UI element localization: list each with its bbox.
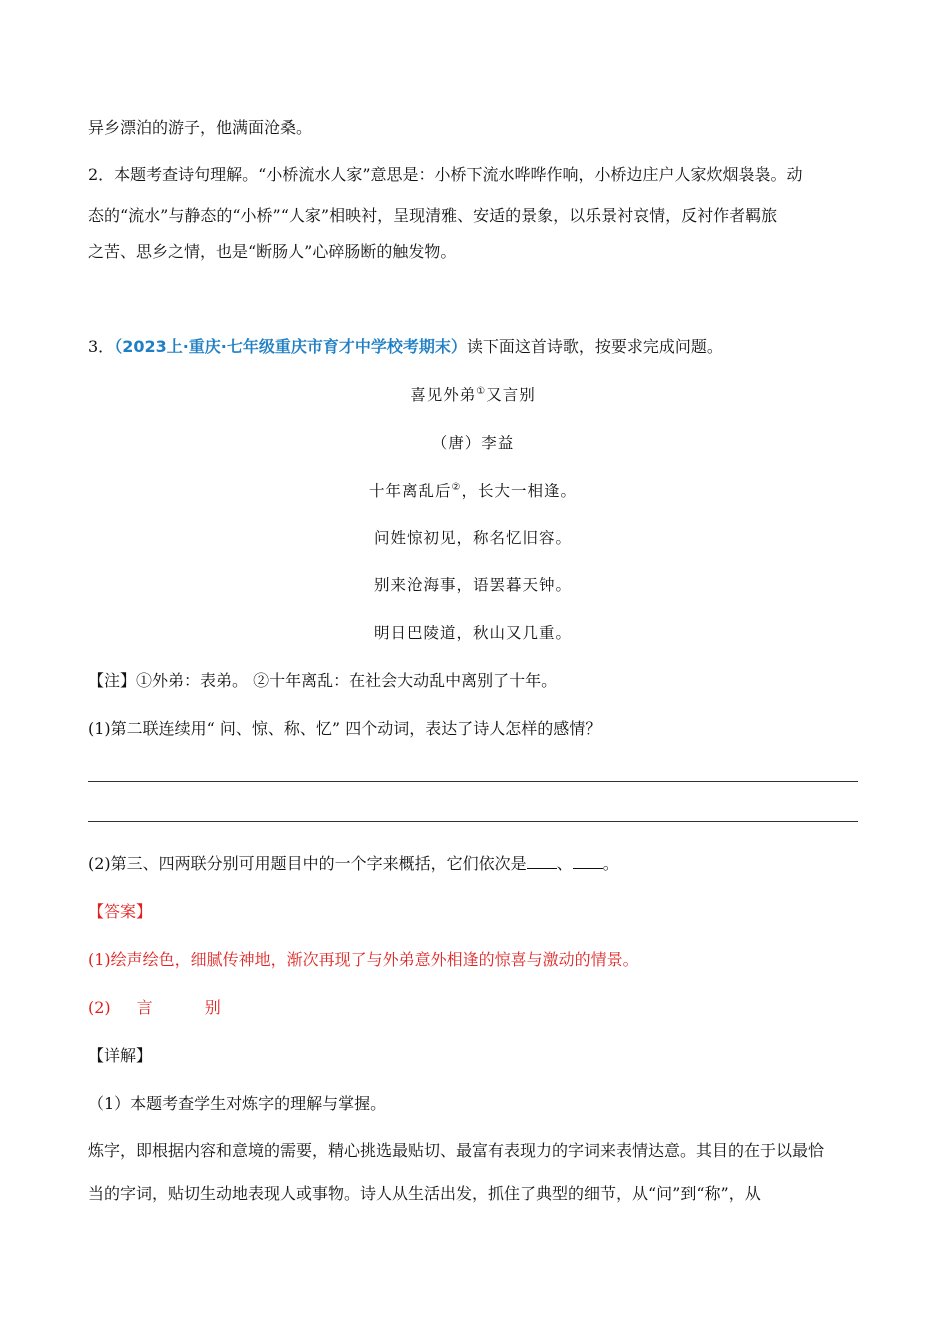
detail-line-2: 当的字词，贴切生动地表现人或事物。诗人从生活出发，抓住了典型的细节，从“问”到“称”，从 bbox=[88, 1184, 761, 1203]
question-3-header bbox=[88, 336, 858, 358]
answer-line-2 bbox=[88, 821, 858, 822]
detail-1: （1）本题考查学生对炼字的理解与掌握。 bbox=[88, 1094, 387, 1113]
poem-line-3: 别来沧海事，语罢暮天钟。 bbox=[373, 576, 572, 594]
item2-line-2: 态的“流水”与静态的“小桥”“人家”相映衬，呈现清雅、安适的景象，以乐景衬哀情，反衬作者羁旅 bbox=[88, 206, 778, 225]
question-source[interactable]: （2023上·重庆·七年级重庆市育才中学校考期末） bbox=[114, 337, 467, 356]
question-instruction: 读下面这首诗歌，按要求完成问题。 bbox=[466, 337, 723, 356]
poem-title: 喜见外弟①又言别 bbox=[410, 385, 536, 404]
sub-question-1: (1)第二联连续用“ 问、惊、称、忆” 四个动词，表达了诗人怎样的感情？ bbox=[88, 719, 602, 738]
answer-2: (2) 言 别 bbox=[88, 998, 221, 1017]
answer-1: (1)绘声绘色，细腻传神地，渐次再现了与外弟意外相逢的惊喜与激动的情景。 bbox=[88, 950, 639, 969]
footnote-marker-2: ② bbox=[451, 481, 462, 493]
poem-line-2: 问姓惊初见，称名忆旧容。 bbox=[373, 529, 572, 547]
item2-line-3: 之苦、思乡之情，也是“断肠人”心碎肠断的触发物。 bbox=[88, 242, 457, 261]
question-number: 3． bbox=[88, 337, 115, 356]
footnote-marker-1: ① bbox=[476, 385, 487, 397]
poem-line-4: 明日巴陵道，秋山又几重。 bbox=[373, 624, 572, 642]
poem-note: 【注】①外弟：表弟。 ②十年离乱：在社会大动乱中离别了十年。 bbox=[88, 671, 558, 690]
blank-1 bbox=[527, 854, 557, 869]
poem-line-1: 十年离乱后②，长大一相逢。 bbox=[369, 481, 577, 500]
blank-2 bbox=[573, 854, 603, 869]
prev-text-line: 异乡漂泊的游子，他满面沧桑。 bbox=[88, 118, 313, 137]
detail-label: 【详解】 bbox=[88, 1046, 153, 1065]
detail-line-1: 炼字，即根据内容和意境的需要，精心挑选最贴切、最富有表现力的字词来表情达意。其目的在于以最恰 bbox=[88, 1141, 825, 1160]
poem-author: （唐）李益 bbox=[431, 434, 515, 452]
sub-question-2: (2)第三、四两联分别可用题目中的一个字来概括，它们依次是 、 。 bbox=[88, 854, 619, 873]
item2-line-1: 2．本题考查诗句理解。“小桥流水人家”意思是：小桥下流水哗哗作响，小桥边庄户人家炊烟袅袅。动 bbox=[88, 165, 803, 184]
answer-label: 【答案】 bbox=[88, 902, 153, 921]
answer-line-1 bbox=[88, 781, 858, 782]
